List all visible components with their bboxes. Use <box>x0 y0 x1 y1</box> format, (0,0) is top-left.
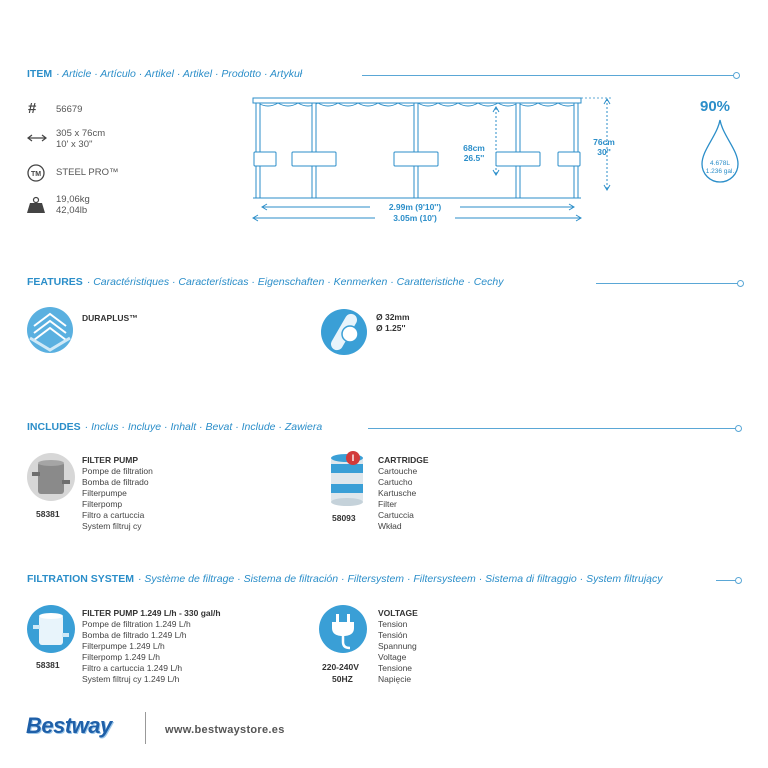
item-head: ITEM <box>27 68 53 80</box>
cartridge-line: Cartuccia <box>378 510 414 520</box>
pump-line: System filtruj cy <box>82 521 142 531</box>
plug-icon <box>318 604 368 654</box>
weight-icon <box>26 196 46 214</box>
voltage-title: VOLTAGE <box>378 608 418 618</box>
water-gallons: 1.236 gal. <box>705 168 735 175</box>
trademark-icon <box>26 163 46 183</box>
inner-height-in: 26.5'' <box>463 153 485 163</box>
voltage-line: Voltage <box>378 652 407 662</box>
filtration-pump-description <box>82 608 221 685</box>
outer-width-label: 3.05m (10') <box>375 213 455 223</box>
cartridge-line: Cartucho <box>378 477 413 487</box>
voltage-line: Tension <box>378 619 408 629</box>
outer-height-cm: 76cm <box>593 137 615 147</box>
width-arrows-icon <box>26 133 48 143</box>
filtration-section-header <box>27 573 663 585</box>
voltage-line: Napięcie <box>378 674 412 684</box>
includes-section-header <box>27 421 322 433</box>
duraplus-label: DURAPLUS™ <box>82 313 138 323</box>
frequency-spec: 50HZ <box>332 674 353 684</box>
item-code: 56679 <box>56 104 83 115</box>
filtration-pump-line: System filtruj cy 1.249 L/h <box>82 674 180 684</box>
cartridge-description <box>378 455 429 532</box>
pump-line: Filterpomp <box>82 499 123 509</box>
voltage-line: Tensione <box>378 663 413 673</box>
pump-line: Bomba de filtrado <box>82 477 149 487</box>
hash-icon: # <box>28 100 37 117</box>
cartridge-line: Wkład <box>378 521 402 531</box>
filter-pump-icon <box>26 452 76 502</box>
voltage-line: Spannung <box>378 641 417 651</box>
water-liters: 4.678L <box>710 160 730 167</box>
item-size-metric: 305 x 76cm <box>56 128 106 139</box>
includes-head: INCLUDES <box>27 421 81 433</box>
voltage-spec: 220-240V <box>322 662 359 672</box>
includes-rule-dot <box>735 425 742 432</box>
pump-description <box>82 455 153 532</box>
bestway-logo: Bestway <box>26 713 112 738</box>
features-head: FEATURES <box>27 276 83 288</box>
features-translations: · Caractéristiques · Características · Eigenschaften · Kenmerken · Caratteristiche · Cechy <box>86 276 504 288</box>
footer-divider <box>145 712 146 744</box>
voltage-line: Tensión <box>378 630 408 640</box>
includes-rule <box>368 428 736 429</box>
pump-title: FILTER PUMP <box>82 455 139 465</box>
voltage-description <box>378 608 418 685</box>
item-weight-kg: 19,06kg <box>56 194 90 205</box>
inner-height-cm: 68cm <box>463 143 485 153</box>
cartridge-title: CARTRIDGE <box>378 455 429 465</box>
water-percent: 90% <box>700 98 731 115</box>
filter-pump-blue-icon <box>26 604 76 654</box>
features-section-header <box>27 276 503 288</box>
features-rule <box>596 283 738 284</box>
filtration-pump-line: Filterpumpe 1.249 L/h <box>82 641 165 651</box>
cartridge-line: Kartusche <box>378 488 417 498</box>
water-volume <box>702 160 738 176</box>
filtration-rule-dot <box>735 577 742 584</box>
item-translations: · Article · Artículo · Artikel · Artikel · Prodotto · Artykuł <box>56 68 303 80</box>
inner-width-label: 2.99m (9'10'') <box>370 202 460 212</box>
cartridge-badge: I <box>346 451 360 465</box>
item-rule <box>362 75 734 76</box>
filtration-translations: · Système de filtrage · Sistema de filtración · Filtersystem · Filtersysteem · Sistema di filtraggio · System filtrujący <box>137 573 663 585</box>
cartridge-line: Filter <box>378 499 397 509</box>
filtration-pump-line: Filterpomp 1.249 L/h <box>82 652 160 662</box>
duraplus-icon <box>26 306 74 354</box>
pump-line: Filterpumpe <box>82 488 127 498</box>
filtration-rule <box>716 580 736 581</box>
pump-line: Filtro a cartuccia <box>82 510 145 520</box>
store-url[interactable]: www.bestwaystore.es <box>165 724 285 736</box>
pump-line: Pompe de filtration <box>82 466 153 476</box>
filtration-pump-line: Bomba de filtrado 1.249 L/h <box>82 630 187 640</box>
item-size-imperial: 10' x 30'' <box>56 139 93 150</box>
filtration-pump-line: Filtro a cartuccia 1.249 L/h <box>82 663 183 673</box>
cartridge-code: 58093 <box>332 513 356 523</box>
pump-code: 58381 <box>36 509 60 519</box>
item-section-header <box>27 68 302 80</box>
item-weight-lb: 42,04lb <box>56 205 88 216</box>
pipe-diameter-imperial: Ø 1.25'' <box>376 323 406 333</box>
filtration-pump-title: FILTER PUMP 1.249 L/h - 330 gal/h <box>82 608 221 618</box>
outer-height-label <box>584 137 624 157</box>
pipe-diameter-metric: Ø 32mm <box>376 312 410 322</box>
svg-text:TM: TM <box>30 171 42 178</box>
outer-height-in: 30'' <box>597 147 611 157</box>
includes-translations: · Inclus · Incluye · Inhalt · Bevat · Include · Zawiera <box>84 421 323 433</box>
item-frame: STEEL PRO™ <box>56 167 119 178</box>
filtration-head: FILTRATION SYSTEM <box>27 573 134 585</box>
item-rule-dot <box>733 72 740 79</box>
pipe-diameter-icon <box>320 308 368 356</box>
cartridge-line: Cartouche <box>378 466 418 476</box>
filtration-pump-code: 58381 <box>36 660 60 670</box>
filtration-pump-line: Pompe de filtration 1.249 L/h <box>82 619 191 629</box>
features-rule-dot <box>737 280 744 287</box>
inner-height-label <box>454 143 494 163</box>
